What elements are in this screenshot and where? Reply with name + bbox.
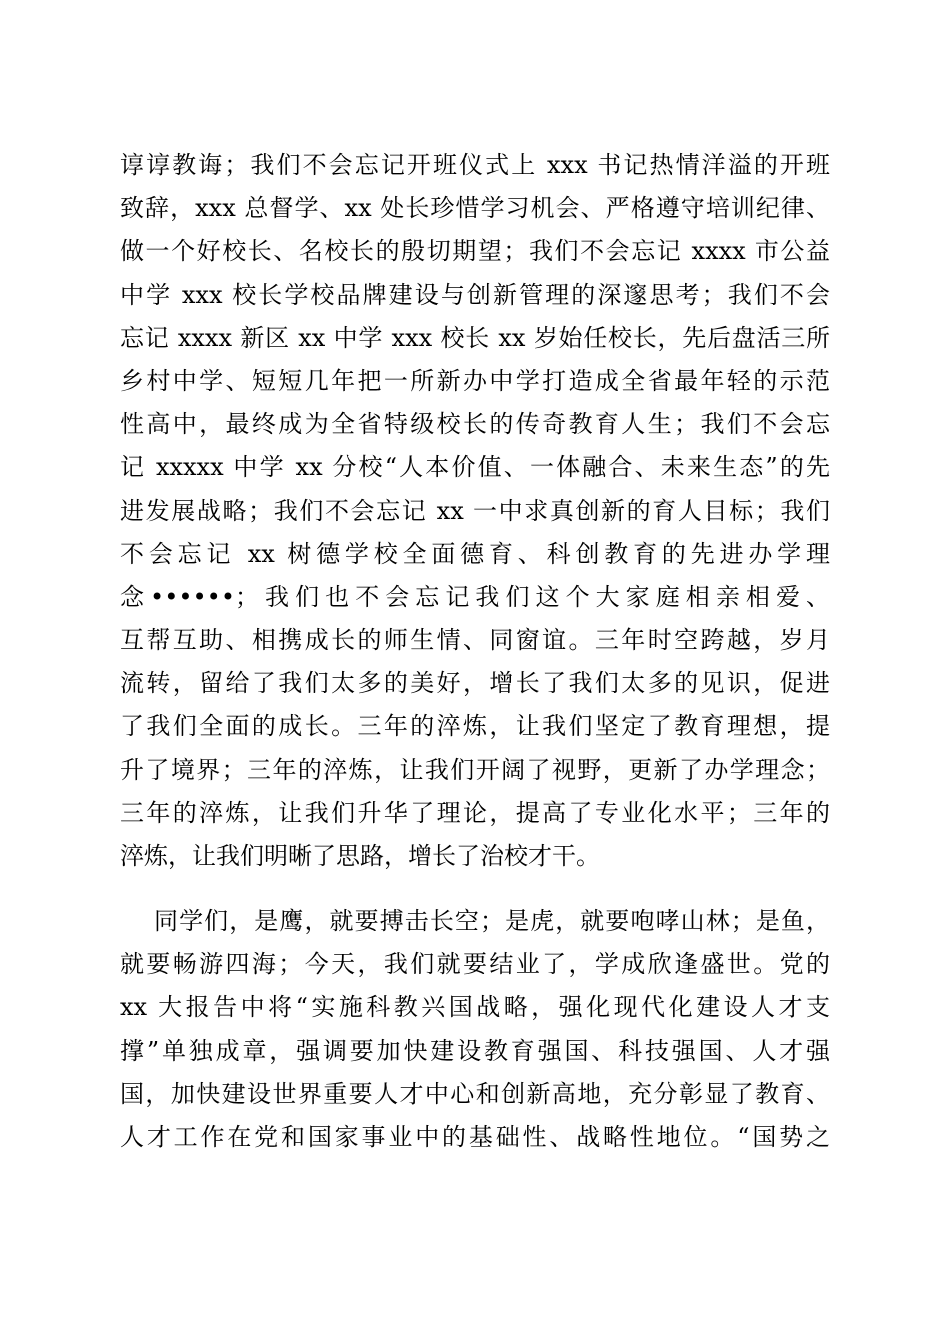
text-line: 致辞，xxx 总督学、xx 处长珍惜学习机会、严格遵守培训纪律、: [120, 194, 830, 223]
text-line: 国，加快建设世界重要人才中心和创新高地，充分彰显了教育、: [120, 1079, 830, 1108]
text-line: 撑”单独成章，强调要加快建设教育强国、科技强国、人才强: [120, 1036, 830, 1065]
text-line: 忘记 xxxx 新区 xx 中学 xxx 校长 xx 岁始任校长，先后盘活三所: [120, 323, 830, 352]
text-line: 同学们，是鹰，就要搏击长空；是虎，就要咆哮山林；是鱼，: [154, 907, 830, 935]
text-line: 了我们全面的成长。三年的淬炼，让我们坚定了教育理想，提: [120, 712, 830, 741]
text-line: 升了境界；三年的淬炼，让我们开阔了视野，更新了办学理念；: [120, 755, 830, 784]
text-line: 中学 xxx 校长学校品牌建设与创新管理的深邃思考；我们不会: [120, 280, 830, 309]
text-line: 流转，留给了我们太多的美好，增长了我们太多的见识，促进: [120, 669, 830, 698]
text-line: 进发展战略；我们不会忘记 xx 一中求真创新的育人目标；我们: [120, 496, 830, 525]
text-line: 做一个好校长、名校长的殷切期望；我们不会忘记 xxxx 市公益: [120, 237, 830, 266]
text-line: 就要畅游四海；今天，我们就要结业了，学成欣逢盛世。党的: [120, 950, 830, 979]
text-line: 不会忘记 xx 树德学校全面德育、科创教育的先进办学理: [120, 539, 830, 568]
text-line: 人才工作在党和国家事业中的基础性、战略性地位。“国势之: [120, 1122, 830, 1151]
text-line: 念••••••；我们也不会忘记我们这个大家庭相亲相爱、: [120, 582, 830, 611]
paragraph-2: [120, 900, 830, 1159]
text-line: 谆谆教诲；我们不会忘记开班仪式上 xxx 书记热情洋溢的开班: [120, 151, 830, 179]
text-line: 三年的淬炼，让我们升华了理论，提高了专业化水平；三年的: [120, 798, 830, 827]
text-line: xx 大报告中将“实施科教兴国战略，强化现代化建设人才支: [120, 993, 830, 1022]
text-line: 淬炼，让我们明晰了思路，增长了治校才干。: [120, 842, 600, 870]
text-line: 互帮互助、相携成长的师生情、同窗谊。三年时空跨越，岁月: [120, 626, 830, 655]
text-line: 记 xxxxx 中学 xx 分校“人本价值、一体融合、未来生态”的先: [120, 453, 830, 482]
text-line: 乡村中学、短短几年把一所新办中学打造成全省最年轻的示范: [120, 366, 830, 395]
text-line: 性高中，最终成为全省特级校长的传奇教育人生；我们不会忘: [120, 410, 830, 439]
paragraph-1: [120, 144, 830, 878]
